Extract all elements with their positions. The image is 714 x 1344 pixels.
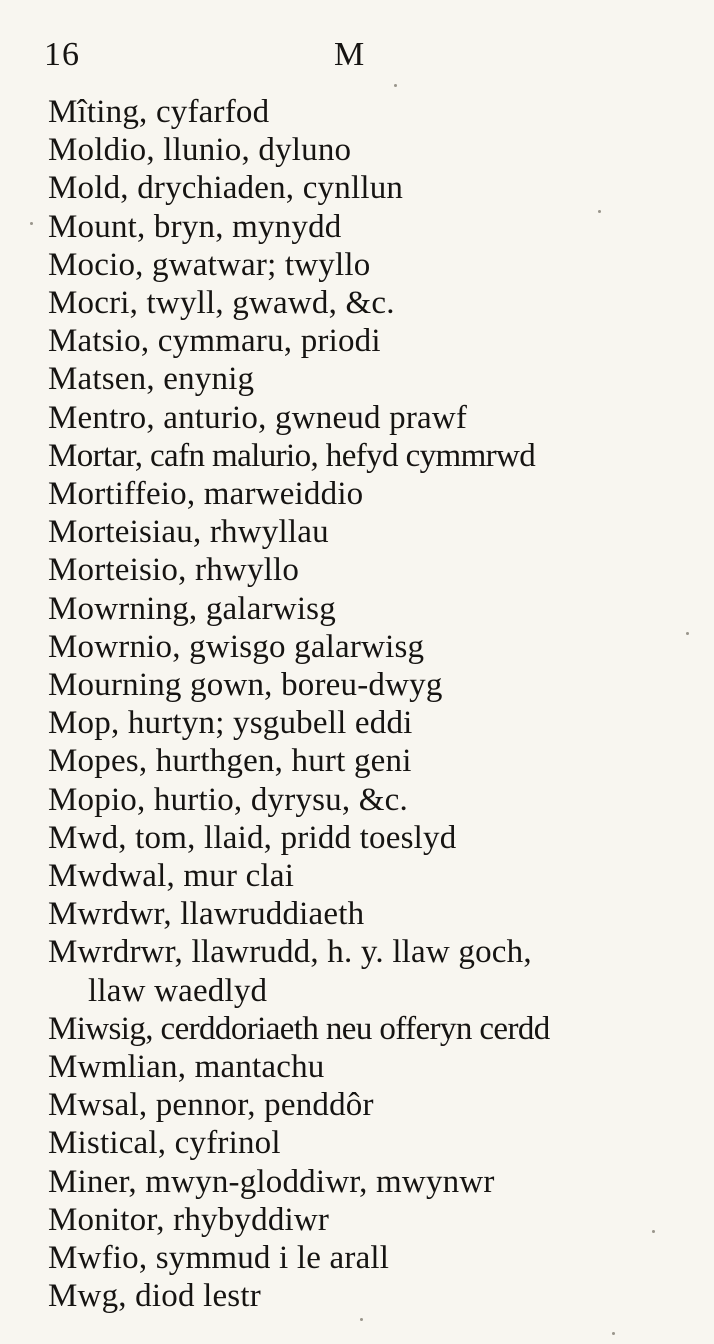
- glossary-entry: Mwdwal, mur clai: [48, 858, 295, 895]
- paper-speck: [394, 84, 397, 87]
- paper-speck: [360, 1318, 363, 1321]
- glossary-entry: Mîting, cyfarfod: [48, 94, 270, 130]
- glossary-entry: Mop, hurtyn; ysgubell eddi: [48, 705, 413, 742]
- glossary-entry: Miwsig, cerddoriaeth neu offeryn cerdd: [48, 1010, 550, 1047]
- glossary-entry: Morteisiau, rhwyllau: [48, 514, 329, 551]
- glossary-entry: Mowrning, galarwisg: [48, 590, 336, 627]
- glossary-entry: Mistical, cyfrinol: [48, 1125, 281, 1162]
- paper-speck: [686, 632, 689, 635]
- glossary-entry: Moldio, llunio, dyluno: [48, 132, 352, 169]
- paper-speck: [598, 210, 601, 213]
- glossary-entry: Mwrdwr, llawruddiaeth: [48, 896, 365, 933]
- glossary-entry: Mourning gown, boreu-dwyg: [48, 667, 443, 704]
- glossary-entry: Mwfio, symmud i le arall: [48, 1240, 390, 1277]
- glossary-entry: Mwmlian, mantachu: [48, 1049, 325, 1086]
- glossary-entry: Mocri, twyll, gwawd, &c.: [48, 285, 395, 322]
- glossary-entries: [48, 93, 698, 1316]
- page-number: 16: [44, 36, 80, 73]
- glossary-entry: Matsio, cymmaru, priodi: [48, 323, 381, 360]
- glossary-entry: Mopio, hurtio, dyrysu, &c.: [48, 781, 408, 818]
- glossary-entry: Matsen, enynig: [48, 361, 255, 398]
- glossary-entry: Mwrdrwr, llawrudd, h. y. llaw goch,: [48, 934, 532, 971]
- paper-speck: [652, 1230, 655, 1233]
- glossary-entry-continuation: llaw waedlyd: [88, 972, 268, 1009]
- glossary-entry: Morteisio, rhwyllo: [48, 552, 300, 589]
- paper-speck: [612, 1332, 615, 1335]
- glossary-entry: Mwg, diod lestr: [48, 1278, 261, 1315]
- glossary-entry: Mortar, cafn malurio, hefyd cymmrwd: [48, 437, 536, 474]
- glossary-entry: Monitor, rhybyddiwr: [48, 1201, 330, 1238]
- glossary-entry: Mwsal, pennor, penddôr: [48, 1087, 374, 1124]
- paper-speck: [30, 222, 33, 225]
- glossary-entry: Mount, bryn, mynydd: [48, 208, 342, 245]
- glossary-entry: Mentro, anturio, gwneud prawf: [48, 399, 468, 436]
- glossary-entry: Mopes, hurthgen, hurt geni: [48, 743, 412, 780]
- glossary-entry: Mortiffeio, marweiddio: [48, 476, 364, 513]
- running-head-letter: M: [334, 36, 365, 73]
- glossary-entry: Mold, drychiaden, cynllun: [48, 170, 404, 207]
- glossary-entry: Mowrnio, gwisgo galarwisg: [48, 628, 425, 665]
- glossary-entry: Mwd, tom, llaid, pridd toeslyd: [48, 819, 457, 856]
- page-header: [44, 36, 714, 80]
- glossary-entry: Miner, mwyn-gloddiwr, mwynwr: [48, 1163, 495, 1200]
- glossary-entry: Mocio, gwatwar; twyllo: [48, 246, 371, 283]
